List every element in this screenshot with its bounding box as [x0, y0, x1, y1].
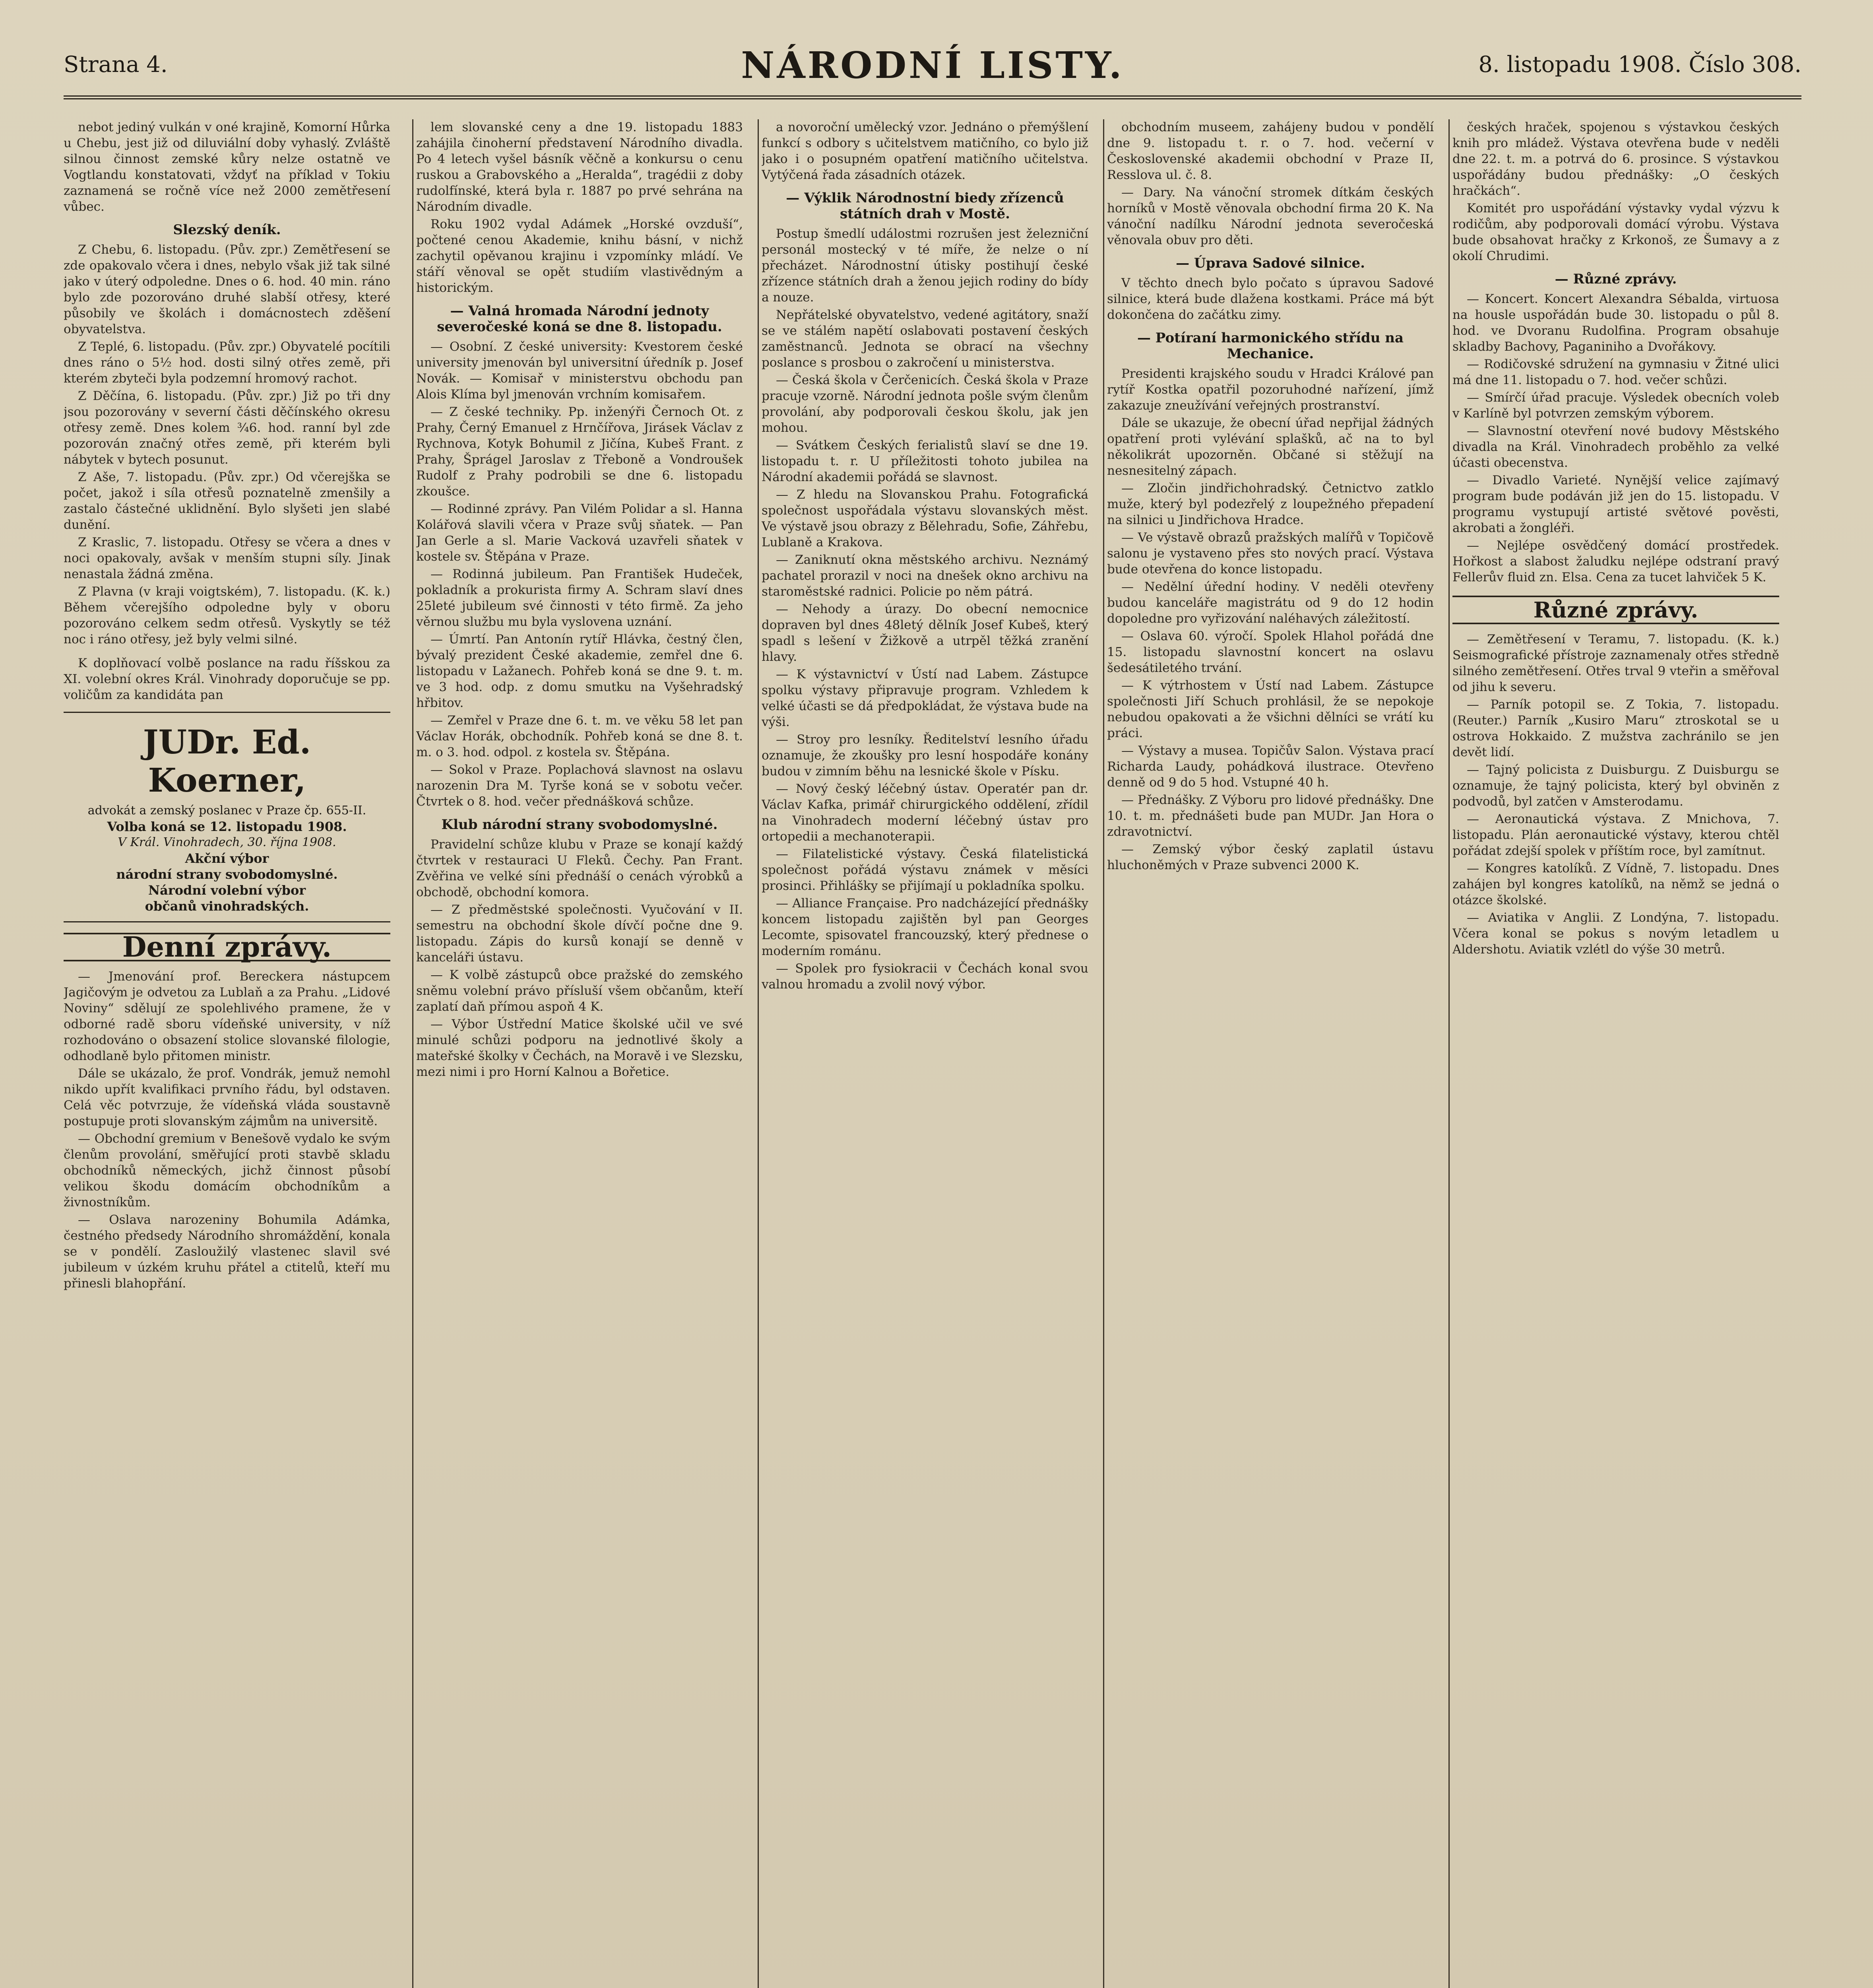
section-heading: — Potíraní harmonického střídu na Mechanice. [1137, 330, 1404, 362]
paragraph: — Ve výstavě obrazů pražských malířů v Topičově salonu je vystaveno přes sto nových prací. Výstava bude otevřena do konce listopadu. [1107, 530, 1434, 577]
paragraph: a novoroční umělecký vzor. Jednáno o přemýšlení funkcí s odbory s učitelstvem matičního, co bylo již jako i o posupném opatření matičního učitelstva. Vytýčená řada zásadních otázek. [762, 120, 1088, 182]
paragraph: — Koncert. Koncert Alexandra Sébalda, virtuosa na housle uspořádán bude 30. listopadu o půl 8. hod. ve Dvoranu Rudolfina. Program obsahuje skladby Bachovy, Paganiniho a Dvořákovy. [1452, 292, 1779, 354]
paragraph: Z Děčína, 6. listopadu. (Pův. zpr.) Již po tři dny jsou pozorovány v severní části děčínského okresu otřesy země. Dnes kolem ¾6. hod. ranní byl zde pozorován značný otřes země, při kterém byli nábytek v bytech posunut. [64, 389, 390, 467]
candidate-name: JUDr. Ed. Koerner, [143, 723, 311, 800]
issue-date: 8. listopadu 1908. Číslo 308. [1478, 52, 1801, 78]
paragraph: — Aeronautická výstava. Z Mnichova, 7. listopadu. Plán aeronautické výstavy, kterou chtěl pořádat zdejší spolek v příštím roce, byl zamítnut. [1452, 812, 1779, 858]
paragraph: — Zemřel v Praze dne 6. t. m. ve věku 58 let pan Václav Horák, obchodník. Pohřeb koná se dne 8. t. m. o 3. hod. odpol. z kostela sv. Štěpána. [416, 713, 743, 759]
paragraph: — Smírčí úřad pracuje. Výsledek obecních voleb v Karlíně byl potvrzen zemským výborem. [1452, 390, 1779, 421]
section-heading: Slezský deník. [173, 222, 281, 238]
paragraph: — Jmenování prof. Bereckera nástupcem Jagičovým je odvetou za Lublaň a za Prahu. „Lidové Noviny“ sdělují ze spolehlivého pramene, že v odborné radě sboru vídeňské university, v níž rozhodováno o obsazení stolice slovanské filologie, odhodlaně bylo přitomen ministr. [64, 969, 390, 1063]
column-4 [1107, 119, 1434, 1988]
paragraph: — Zemětřesení v Teramu, 7. listopadu. (K. k.) Seismografické přístroje zaznamenaly otřes středně silného zemětřesení. Otřes trval 9 vteřin a směřoval od jihu k severu. [1452, 632, 1779, 694]
article-columns [64, 119, 1801, 1988]
paragraph: — Z hledu na Slovanskou Prahu. Fotografická společnost uspořádala výstavu slovanských měst. Ve výstavě jsou obrazy z Bělehradu, Sofie, Záhřebu, Lublaně a Krakova. [762, 487, 1088, 549]
paragraph: — Dary. Na vánoční stromek dítkám českých horníků v Mostě věnovala obchodní firma 20 K. Na vánoční nadílku Národní jednota severočeská věnovala obuv pro děti. [1107, 185, 1434, 247]
paragraph: — Nehody a úrazy. Do obecní nemocnice dopraven byl dnes 48letý dělník Josef Kubeš, který spadl s lešení v Žižkově a utrpěl těžká zranění hlavy. [762, 602, 1088, 664]
paragraph: — Zaniknutí okna městského archivu. Neznámý pachatel prorazil v noci na dnešek okno archivu na staroměstské radnici. Policie po něm pátrá. [762, 553, 1088, 599]
column-1 [64, 119, 390, 1988]
paragraph: — Spolek pro fysiokracii v Čechách konal svou valnou hromadu a zvolil nový výbor. [762, 961, 1088, 992]
paragraph: — Zemský výbor český zaplatil ústavu hluchoněmých v Praze subvenci 2000 K. [1107, 842, 1434, 872]
paragraph: — Česká škola v Čerčenicích. Česká škola v Praze pracuje vzorně. Národní jednota pošle svým členům provolání, aby podporovali českou školu, jak jen mohou. [762, 373, 1088, 435]
paragraph: — Výstavy a musea. Topičův Salon. Výstava prací Richarda Laudy, pohádková ilustrace. Otevřeno denně od 9 do 5 hod. Vstupné 40 h. [1107, 744, 1434, 790]
paragraph: českých hraček, spojenou s výstavkou českých knih pro mládež. Výstava otevřena bude v neděli dne 22. t. m. a potrvá do 6. prosince. S výstavkou uspořádány budou přednášky: „O českých hračkách“. [1452, 120, 1779, 198]
paragraph: Komitét pro uspořádání výstavky vydal výzvu k rodičům, aby podporovali domácí výrobu. Výstava bude obsahovat hračky z Krkonoš, ze Šumavy a z okolí Chrudimi. [1452, 201, 1779, 263]
paragraph: — Kongres katolíků. Z Vídně, 7. listopadu. Dnes zahájen byl kongres katolíků, na němž se jedná o otázce školské. [1452, 861, 1779, 907]
paragraph: — Nejlépe osvědčený domácí prostředek. Hořkost a slabost žaludku nejlépe odstraní pravý Fellerův fluid zn. Elsa. Cena za tucet lahviček 5 K. [1452, 538, 1779, 584]
section-title: Různé zprávy. [1452, 596, 1779, 624]
paragraph-filler [64, 1293, 390, 1309]
ad-signature: národní strany svobodomyslné. [116, 867, 338, 882]
paragraph: — Úmrtí. Pan Antonín rytíř Hlávka, čestný člen, bývalý prezident České akademie, zemřel dne 6. listopadu v Lažanech. Pohřeb koná se dne 9. t. m. ve 3 hod. odp. z domu smutku na Vyšehradský hřbitov. [416, 632, 743, 710]
paragraph: — Parník potopil se. Z Tokia, 7. listopadu. (Reuter.) Parník „Kusiro Maru“ ztroskotal se u ostrova Hokkaido. Z mužstva zachránilo se jen devět lidí. [1452, 697, 1779, 759]
masthead [64, 36, 1801, 99]
paragraph: — Nedělní úřední hodiny. V neděli otevřeny budou kanceláře magistrátu od 9 do 12 hodin dopoledne pro vyřizování naléhavých záležitostí. [1107, 580, 1434, 626]
paragraph: Roku 1902 vydal Adámek „Horské ovzduší“, počtené cenou Akademie, knihu básní, v nichž zachytil opěvanou krajinu i vzpomínky mládí. Ve stáří věnoval se opět studiím vlastivědným a historickým. [416, 217, 743, 295]
paragraph: — Nový český léčebný ústav. Operatér pan dr. Václav Kafka, primář chirurgického oddělení, zřídil na Vinohradech moderní léčebný ústav pro ortopedii a mechanoterapii. [762, 782, 1088, 844]
section-heading: — Valná hromada Národní jednoty severočeské koná se dne 8. listopadu. [437, 303, 722, 335]
paragraph: — Z české techniky. Pp. inženýři Černoch Ot. z Prahy, Černý Emanuel z Hrnčířova, Jirásek Václav z Rychnova, Kotyk Bohumil z Jičína, Kubeš Frant. z Prahy, Šprágel Jaroslav z Třeboně a Vondroušek Rudolf z Prahy podrobili se dne 6. listopadu zkoušce. [416, 405, 743, 499]
paragraph: — Výbor Ústřední Matice školské učil ve své minulé schůzi podporu na jednotlivé školy a mateřské školky v Čechách, na Moravě i ve Slezsku, mezi nimi i pro Horní Kalnou a Bořetice. [416, 1017, 743, 1079]
paragraph: — Rodinné zprávy. Pan Vilém Polidar a sl. Hanna Kolářová slavili včera v Praze svůj sňatek. — Pan Jan Gerle a sl. Marie Vacková uzavřeli sňatek v kostele sv. Štěpána v Praze. [416, 502, 743, 564]
paragraph: — K volbě zástupců obce pražské do zemského sněmu volební právo přísluší všem občanům, kteří zaplatí daň přímou aspoň 4 K. [416, 968, 743, 1014]
ad-signature: Národní volební výbor [148, 883, 306, 898]
paragraph: — Aviatika v Anglii. Z Londýna, 7. listopadu. Včera konal se pokus s novým letadlem u Aldershotu. Aviatik vzlétl do výše 30 metrů. [1452, 911, 1779, 957]
paragraph: — Obchodní gremium v Benešově vydalo ke svým členům provolání, směřující proti stavbě skladu obchodníků německých, jichž činnost působí velikou škodu domácím obchodníkům a živnostníkům. [64, 1132, 390, 1209]
paragraph: — Oslava narozeniny Bohumila Adámka, čestného předsedy Národního shromáždění, konala se v pondělí. Zasloužilý vlastenec slavil své jubileum v úzkém kruhu přátel a ctitelů, kteří mu přinesli blahopřání. [64, 1213, 390, 1291]
paragraph: — K výtrhostem v Ústí nad Labem. Zástupce společnosti Jiří Schuch prohlásil, že se nepokoje nebudou opakovati a že všichni dělníci se vrátí ku práci. [1107, 678, 1434, 740]
page-number: Strana 4. [64, 52, 168, 78]
paragraph: — Sokol v Praze. Poplachová slavnost na oslavu narozenin Dra M. Tyrše koná se v sobotu večer. Čtvrtek o 8. hod. večer přednášková schůze. [416, 763, 743, 809]
paragraph: obchodním museem, zahájeny budou v pondělí dne 9. listopadu t. r. o 7. hod. večerní v Československé akademii obchodní v Praze II, Resslova ul. č. 8. [1107, 120, 1434, 182]
paragraph: K doplňovací volbě poslance na radu říšskou za XI. volební okres Král. Vinohrady doporučuje se pp. voličům za kandidáta pan [64, 656, 390, 702]
ad-place: V Král. Vinohradech, 30. října 1908. [118, 835, 336, 849]
section-heading: Klub národní strany svobodomyslné. [441, 817, 718, 833]
ad-signature: občanů vinohradských. [145, 899, 309, 914]
paragraph: Presidenti krajského soudu v Hradci Králové pan rytíř Kostka opatřil pozoruhodné nařízení, jímž zakazuje zneužívání veřejných prostranství. [1107, 367, 1434, 413]
section-heading: — Různé zprávy. [1555, 271, 1677, 287]
paragraph: — Oslava 60. výročí. Spolek Hlahol pořádá dne 15. listopadu slavnostní koncert na oslavu šedesátiletého trvání. [1107, 629, 1434, 675]
paragraph: Z Plavna (v kraji voigtském), 7. listopadu. (K. k.) Během včerejšího odpoledne byly v oboru pozorováno celkem sedm otřesů. Vyskytly se též noc i ráno otřesy, jež byly velmi silné. [64, 584, 390, 646]
paragraph: — Svátkem Českých ferialistů slaví se dne 19. listopadu t. r. U příležitosti tohoto jubilea na Národní akademii pořádá se slavnost. [762, 438, 1088, 484]
paragraph: — Divadlo Varieté. Nynější velice zajímavý program bude podáván již jen do 15. listopadu. V programu vystupují artisté světové pověsti, akrobati a žongléři. [1452, 473, 1779, 535]
ad-signature: Akční výbor [185, 851, 269, 866]
paragraph: — Rodinná jubileum. Pan František Hudeček, pokladník a prokurista firmy A. Schram slaví dnes 25leté jubileum své činnosti v této firmě. Za jeho věrnou službu mu byla vyslovena uznání. [416, 567, 743, 629]
paragraph: Dále se ukázalo, že prof. Vondrák, jemuž nemohl nikdo upřít kvalifikaci prvního řádu, byl odstaven. Celá věc potvrzuje, že vídeňská vláda soustavně postupuje proti slovanským zájmům na universitě. [64, 1066, 390, 1128]
paragraph: — Rodičovské sdružení na gymnasiu v Žitné ulici má dne 11. listopadu o 7. hod. večer schůzi. [1452, 357, 1779, 387]
paragraph: — K výstavnictví v Ústí nad Labem. Zástupce spolku výstavy připravuje program. Vzhledem k velké účasti se dá předpokládat, že výstava bude na výši. [762, 667, 1088, 729]
section-heading: — Výklik Národnostní biedy zřízenců státních drah v Mostě. [786, 190, 1064, 222]
paragraph: Nepřátelské obyvatelstvo, vedené agitátory, snaží se ve stálém napětí oslabovati postavení českých zaměstnanců. Jednota se obrací na všechny poslance s prosbou o zakročení u ministerstva. [762, 308, 1088, 370]
paragraph: — Z předměstské společnosti. Vyučování v II. semestru na obchodní škole dívčí počne dne 9. listopadu. Zápis do kursů konají se denně v kanceláři ústavu. [416, 903, 743, 965]
paragraph: — Přednášky. Z Výboru pro lidové přednášky. Dne 10. t. m. přednášeti bude pan MUDr. Jan Hora o zdravotnictví. [1107, 793, 1434, 839]
column-3 [762, 119, 1088, 1988]
election-advertisement [64, 712, 390, 922]
paragraph: V těchto dnech bylo počato s úpravou Sadové silnice, která bude dlažena kostkami. Práce má být dokončena do začátku zimy. [1107, 276, 1434, 322]
paragraph: nebot jediný vulkán v oné krajině, Komorní Hůrka u Chebu, jest již od diluviální doby vyhaslý. Zvláště silnou činnost zemské kůry nelze ostatně ve Vogtlandu konstatovati, vždyť na příklad v Tokiu zaznamená se ročně více než 2000 zemětřesení vůbec. [64, 120, 390, 214]
section-title: Denní zprávy. [64, 933, 390, 961]
newspaper-title: NÁRODNÍ LISTY. [741, 44, 1124, 87]
candidate-role: advokát a zemský poslanec v Praze čp. 655-II. [87, 804, 366, 817]
paragraph: — Zločin jindřichohradský. Četnictvo zatklo muže, který byl podezřelý z loupežného přepadení na silnici u Jindřichova Hradce. [1107, 481, 1434, 527]
paragraph: — Alliance Française. Pro nadcházející přednášky koncem listopadu zajištěn byl pan Georges Lecomte, spisovatel francouzský, který přednese o moderním románu. [762, 896, 1088, 958]
paragraph: — Stroy pro lesníky. Ředitelství lesního úřadu oznamuje, že zkoušky pro lesní hospodáře konány budou v zimním běhu na lesnické škole v Písku. [762, 732, 1088, 779]
paragraph: Z Kraslic, 7. listopadu. Otřesy se včera a dnes v noci opakovaly, avšak v menším stupni síly. Jinak nenastala žádná změna. [64, 535, 390, 581]
column-5 [1452, 119, 1779, 1988]
paragraph: — Slavnostní otevření nové budovy Městského divadla na Král. Vinohradech proběhlo za velké účasti obecenstva. [1452, 424, 1779, 470]
paragraph: Dále se ukazuje, že obecní úřad nepřijal žádných opatření proti vylévání splašků, ač na to byl několikrát upozorněn. Občané si stěžují na nesnesitelný zápach. [1107, 416, 1434, 478]
column-2 [416, 119, 743, 1988]
election-date: Volba koná se 12. listopadu 1908. [107, 819, 347, 834]
section-heading: — Úprava Sadové silnice. [1176, 255, 1365, 271]
paragraph: Postup šmedlí událostmi rozrušen jest železniční personál mostecký v té míře, že nelze o ní přecházet. Národnostní útisky postihují české zřízence státních drah a ženou jejich rodiny do bídy a nouze. [762, 227, 1088, 305]
paragraph: Z Teplé, 6. listopadu. (Pův. zpr.) Obyvatelé pocítili dnes ráno o 5½ hod. dosti silný otřes země, při kterém zbyteči byla podzemní hromový rachot. [64, 340, 390, 386]
paragraph: lem slovanské ceny a dne 19. listopadu 1883 zahájila činoherní představení Národního divadla. Po 4 letech vyšel básník věčně a konkursu o cenu ruskou a Grabovského a „Heralda“, tragédii z doby rudolfínské, která byla r. 1887 po prvé sehrána na Národním divadle. [416, 120, 743, 214]
paragraph: — Osobní. Z české university: Kvestorem české university jmenován byl universitní úředník p. Josef Novák. — Komisař v ministerstvu obchodu pan Alois Klíma byl jmenován vrchním komisařem. [416, 340, 743, 402]
paragraph: Z Aše, 7. listopadu. (Pův. zpr.) Od včerejška se počet, jakož i síla otřesů poznatelně zmenšily a zastalo částečné uklidnění. Bylo slyšeti jen slabé dunění. [64, 470, 390, 532]
paragraph: — Filatelistické výstavy. Česká filatelistická společnost pořádá výstavu známek v měsíci prosinci. Přihlášky se přijímají u pokladníka spolku. [762, 847, 1088, 893]
paragraph: — Tajný policista z Duisburgu. Z Duisburgu se oznamuje, že tajný policista, který byl obviněn z podvodů, byl zatčen v Amsterodamu. [1452, 763, 1779, 809]
paragraph: Z Chebu, 6. listopadu. (Pův. zpr.) Zemětřesení se zde opakovalo včera i dnes, nebylo však již tak silné jako v úterý odpoledne. Dnes o 6. hod. 40 min. ráno bylo zde pozorováno druhé slabší otřesy, které působily ve školách i domácnostech zděšení obyvatelstva. [64, 243, 390, 336]
paragraph: Pravidelní schůze klubu v Praze se konají každý čtvrtek v restauraci U Fleků. Čechy. Pan Frant. Zvěřina ve velké síni přednáší o cenách výrobků a obchodě, obchodní komora. [416, 837, 743, 899]
